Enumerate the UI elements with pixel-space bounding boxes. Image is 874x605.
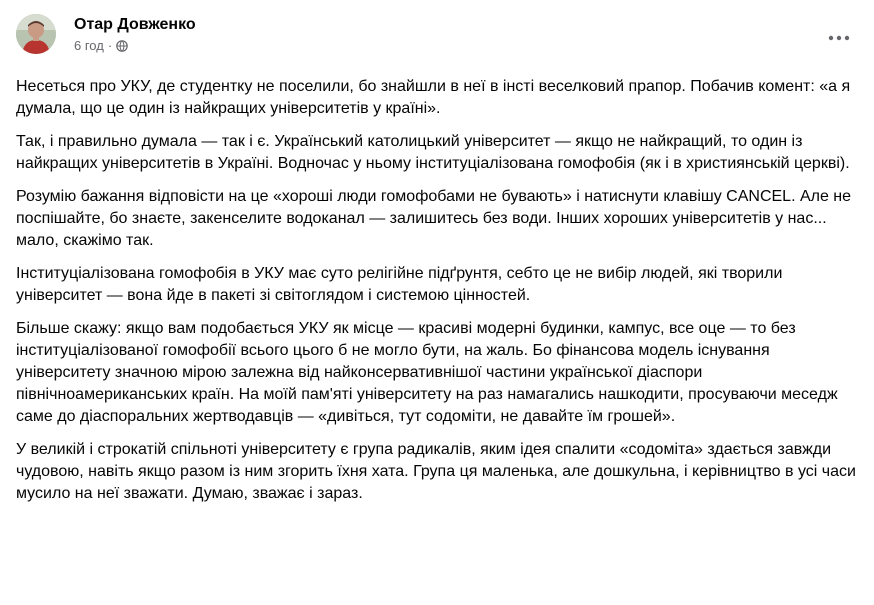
post-paragraph: Несеться про УКУ, де студентку не поселили, бо знайшли в неї в інсті веселковий прапор. Побачив комент: «а я думала, що це один із найкращих університетів у країні». [16,78,851,117]
post-subline [74,38,196,54]
author-avatar[interactable] [16,14,56,54]
globe-icon[interactable] [116,40,128,52]
post-paragraph: У великій і строкатій спільноті університету є група радикалів, яким ідея спалити «содоміта» здається завжди чудовою, навіть якщо разом із ним згорить їхня хата. Група ця маленька, але дошкульна, і керівництво в усі часи мусило на неї зважати. Думаю, зважає і зараз. [16,441,856,502]
separator-dot: · [107,37,113,53]
post-paragraph: Так, і правильно думала — так і є. Український католицький університет — якщо не найкращий, то один із найкращих університетів в Україні. Водночас у ньому інституціалізована гомофобія (як і в християнській церкві). [16,133,850,172]
post-paragraph: Більше скажу: якщо вам подобається УКУ як місце — красиві модерні будинки, кампус, все оце — то без інституціалізованої гомофобії всього цього б не могло бути, на жаль. Бо фінансова модель існування університету значною мірою залежна від найконсервативнішої частини української діаспори північноамериканських країн. На моїй пам'яті університету на раз намагались нашкодити, просуваючи меседж саме до діаспоральних жертводавців — «дивіться, тут содоміти, не давайте їм грошей». [16,320,838,425]
post-paragraph: Інституціалізована гомофобія в УКУ має суто релігійне підґрунтя, себто це не вибір людей, які творили університет — вона йде в пакеті зі світоглядом і системою цінностей. [16,265,783,304]
post-header [16,12,196,56]
author-name[interactable]: Отар Довженко [74,15,196,33]
post-body [16,76,858,516]
post-paragraph: Розумію бажання відповісти на це «хороші люди гомофобами не бувають» і натиснути клавішу CANCEL. Але не поспішайте, бо знаєте, закенселите водоканал — залишитесь без води. Інших хороших університетів у нас... мало, скажімо так. [16,188,852,249]
more-options-button[interactable] [824,22,854,52]
post-timestamp[interactable]: 6 год [74,37,104,53]
post-meta [74,15,196,54]
more-horizontal-icon [828,28,850,46]
